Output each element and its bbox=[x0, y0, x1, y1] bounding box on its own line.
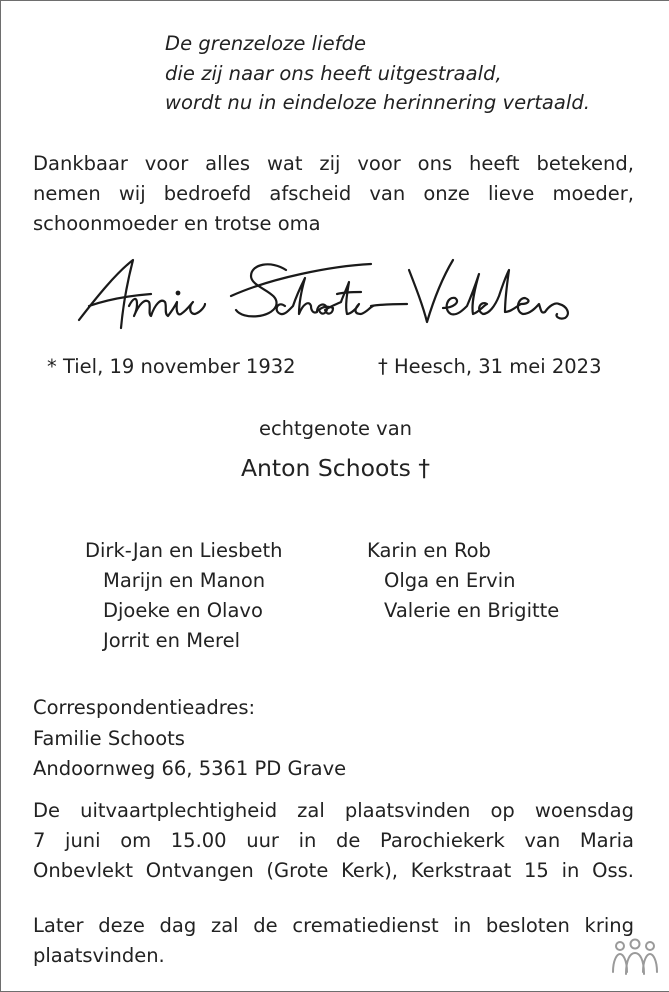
family-left-2: Marijn en Manon bbox=[103, 569, 266, 592]
spouse-name: Anton Schoots † bbox=[240, 454, 431, 482]
correspondence-address: Andoornweg 66, 5361 PD Grave bbox=[33, 757, 347, 780]
correspondence-name: Familie Schoots bbox=[33, 727, 185, 750]
intro-line-2: nemen wij bedroefd afscheid van onze lieve moeder, bbox=[33, 182, 634, 205]
poem-line-3: wordt nu in eindeloze herinnering vertaald. bbox=[165, 91, 591, 114]
family-left-4: Jorrit en Merel bbox=[103, 629, 241, 652]
poem-line-1: De grenzeloze liefde bbox=[165, 32, 367, 55]
funeral-line-2: 7 juni om 15.00 uur in de Parochiekerk van Maria bbox=[33, 829, 634, 852]
correspondence-label: Correspondentieadres: bbox=[33, 696, 256, 719]
spouse-label: echtgenote van bbox=[258, 417, 413, 440]
family-right-2: Olga en Ervin bbox=[384, 569, 516, 592]
family-right-3: Valerie en Brigitte bbox=[384, 599, 560, 622]
funeral-line-3: Onbevlekt Ontvangen (Grote Kerk), Kerkstraat 15 in Oss. bbox=[33, 859, 634, 882]
family-left-3: Djoeke en Olavo bbox=[103, 599, 263, 622]
intro-line-1: Dankbaar voor alles wat zij voor ons heeft betekend, bbox=[33, 152, 634, 175]
people-group-icon bbox=[610, 938, 660, 978]
poem-line-2: die zij naar ons heeft uitgestraald, bbox=[165, 62, 502, 85]
family-right-1: Karin en Rob bbox=[367, 539, 491, 562]
birth-info: * Tiel, 19 november 1932 bbox=[47, 355, 296, 378]
funeral-line-1: De uitvaartplechtigheid zal plaatsvinden op woensdag bbox=[33, 799, 634, 822]
name-signature bbox=[71, 248, 601, 343]
cremation-line-2: plaatsvinden. bbox=[33, 944, 165, 967]
family-left-1: Dirk-Jan en Liesbeth bbox=[85, 539, 283, 562]
intro-line-3: schoonmoeder en trotse oma bbox=[33, 212, 321, 235]
cremation-line-1: Later deze dag zal de crematiedienst in besloten kring bbox=[33, 914, 634, 937]
death-info: † Heesch, 31 mei 2023 bbox=[378, 355, 602, 378]
